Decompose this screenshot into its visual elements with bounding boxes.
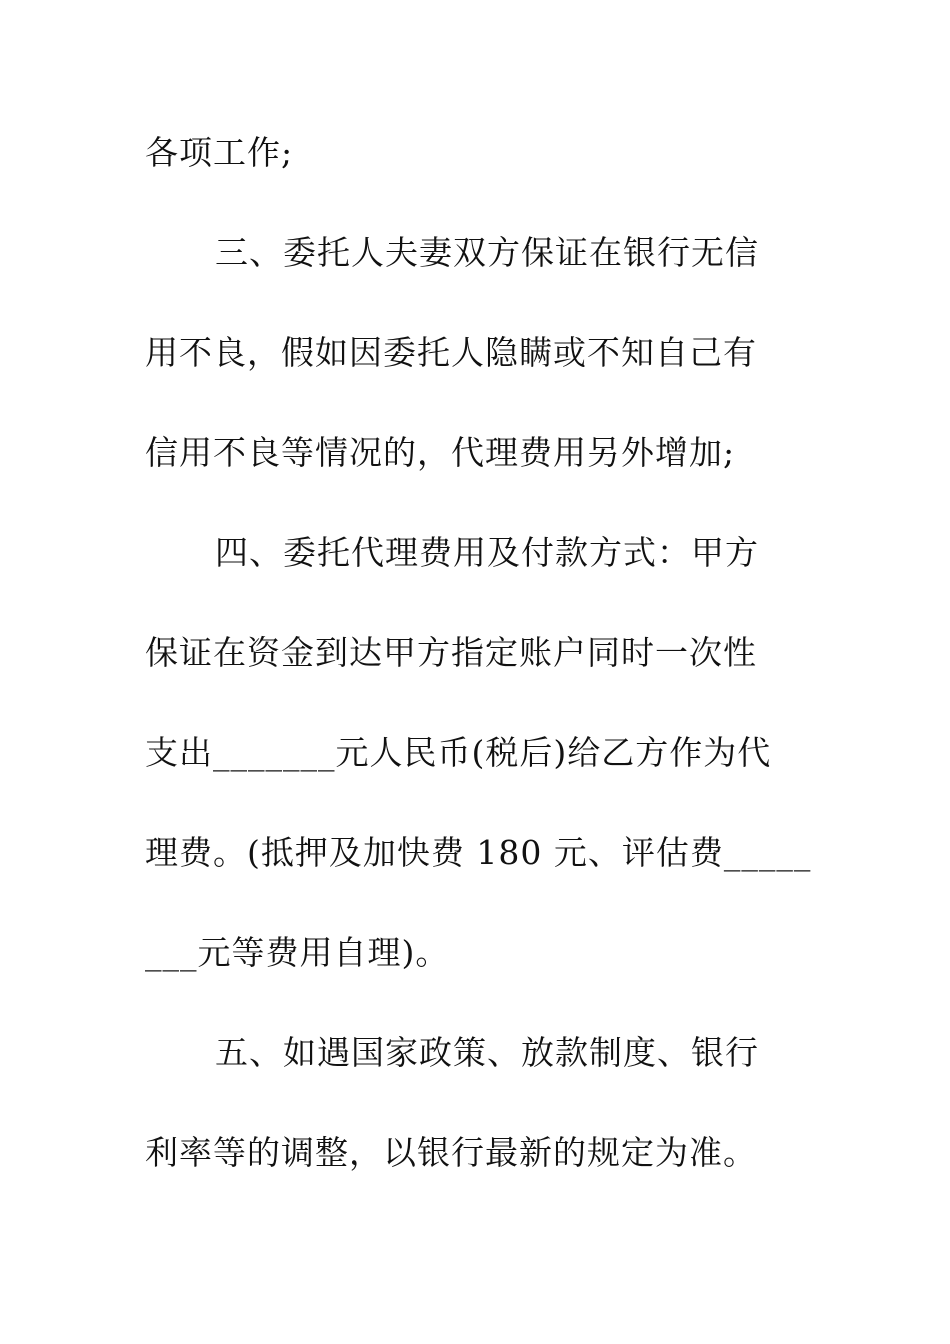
text-line: 利率等的调整，以银行最新的规定为准。 — [145, 1133, 757, 1172]
text-line: 用不良，假如因委托人隐瞒或不知自己有 — [145, 333, 757, 372]
paragraph-three-start: 三、委托人夫妻双方保证在银行无信 — [215, 233, 759, 272]
text-line: 各项工作; — [145, 133, 294, 172]
text-line: 理费。(抵押及加快费 180 元、评估费_____ — [145, 833, 812, 872]
text-line: 支出_______元人民币(税后)给乙方作为代 — [145, 733, 772, 772]
text-line: 保证在资金到达甲方指定账户同时一次性 — [145, 633, 757, 672]
text-line: ___元等费用自理)。 — [145, 933, 450, 972]
paragraph-four-start: 四、委托代理费用及付款方式：甲方 — [215, 533, 759, 572]
paragraph-five-start: 五、如遇国家政策、放款制度、银行 — [215, 1033, 759, 1072]
text-line: 信用不良等情况的，代理费用另外增加; — [145, 433, 736, 472]
